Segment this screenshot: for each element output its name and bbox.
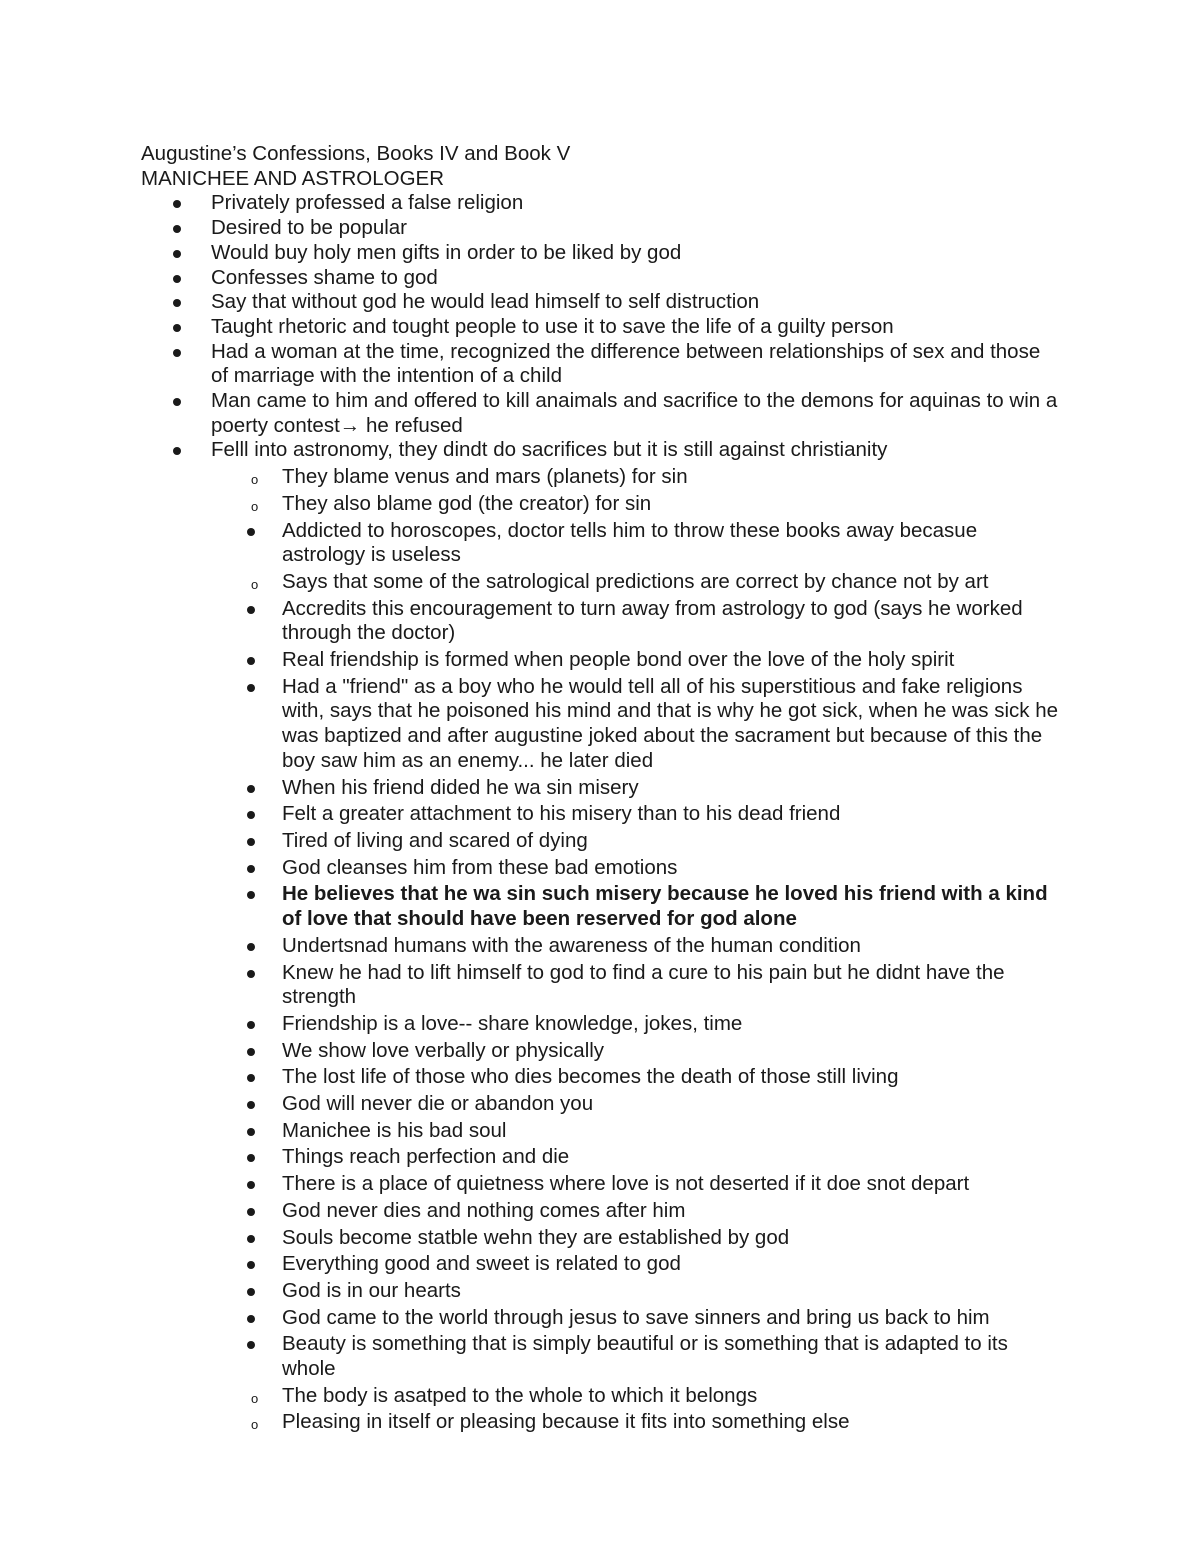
list-item	[141, 1145, 1061, 1170]
list-item	[141, 961, 1061, 1010]
list-item	[141, 1119, 1061, 1144]
list-item-text: Accredits this encouragement to turn away from astrology to god (says he worked through the doctor)	[282, 596, 1023, 645]
list-item	[141, 648, 1061, 673]
list-item-text: Says that some of the satrological predictions are correct by chance not by art	[282, 569, 989, 593]
list-item-text: Knew he had to lift himself to god to find a cure to his pain but he didnt have the strength	[282, 960, 1005, 1009]
list-item	[141, 1012, 1061, 1037]
list-item	[141, 465, 1061, 490]
list-item-text: Real friendship is formed when people bond over the love of the holy spirit	[282, 648, 955, 672]
list-item	[141, 1410, 1061, 1435]
document-title: Augustine’s Confessions, Books IV and Book V	[141, 142, 571, 165]
section-heading: MANICHEE AND ASTROLOGER	[141, 166, 445, 190]
list-item	[141, 315, 1061, 340]
list-item	[141, 802, 1061, 827]
list-item-text: God is in our hearts	[282, 1278, 461, 1302]
circle-bullet-icon: o	[251, 472, 259, 488]
list-item-text: Souls become statble wehn they are established by god	[282, 1225, 790, 1249]
list-item-text: Felll into astronomy, they dindt do sacrifices but it is still against christianity	[211, 438, 888, 462]
circle-bullet-icon: o	[251, 498, 259, 514]
list-item-text: Tired of living and scared of dying	[282, 828, 588, 852]
list-item-text: The lost life of those who dies becomes the death of those still living	[282, 1065, 899, 1089]
list-item-text: God will never die or abandon you	[282, 1092, 594, 1116]
list-item	[141, 1252, 1061, 1277]
list-item	[141, 438, 1061, 463]
circle-bullet-icon: o	[251, 1390, 259, 1406]
list-item-text: God never dies and nothing comes after him	[282, 1198, 686, 1222]
list-item	[141, 1039, 1061, 1064]
list-item	[141, 1279, 1061, 1304]
list-item	[141, 519, 1061, 568]
circle-bullet-icon: o	[251, 576, 259, 592]
list-item-text: Undertsnad humans with the awareness of the human condition	[282, 933, 861, 957]
list-item-text: Desired to be popular	[211, 216, 408, 240]
list-item-text: Would buy holy men gifts in order to be liked by god	[211, 240, 682, 264]
list-item-text: Say that without god he would lead himself to self distruction	[211, 290, 760, 314]
list-item	[141, 675, 1061, 774]
notes-list	[141, 191, 1061, 1435]
list-item-text: Beauty is something that is simply beautiful or is something that is adapted to its whole	[282, 1332, 1008, 1381]
list-item	[141, 1065, 1061, 1090]
list-item-text: They blame venus and mars (planets) for sin	[282, 465, 688, 489]
list-item	[141, 934, 1061, 959]
list-item-text: He believes that he wa sin such misery because he loved his friend with a kind of love that should have been reserved for god alone	[282, 882, 1048, 931]
list-item	[141, 1332, 1061, 1381]
list-item	[141, 492, 1061, 517]
circle-bullet-icon: o	[251, 1417, 259, 1433]
list-item	[141, 1092, 1061, 1117]
list-item-text: Man came to him and offered to kill anaimals and sacrifice to the demons for aquinas to win a poerty contest→ he refused	[211, 389, 1058, 437]
list-item	[141, 597, 1061, 646]
list-item-text: Privately professed a false religion	[211, 191, 524, 215]
list-item	[141, 1384, 1061, 1409]
list-item	[141, 389, 1061, 438]
list-item-text: We show love verbally or physically	[282, 1038, 605, 1062]
list-item-text: God cleanses him from these bad emotions	[282, 855, 678, 879]
list-item	[141, 241, 1061, 266]
list-item-text: God came to the world through jesus to save sinners and bring us back to him	[282, 1305, 990, 1329]
list-item	[141, 266, 1061, 291]
list-item-text: Taught rhetoric and tought people to use it to save the life of a guilty person	[211, 314, 894, 338]
list-item-text: Things reach perfection and die	[282, 1145, 570, 1169]
list-item	[141, 829, 1061, 854]
list-item	[141, 856, 1061, 881]
list-item	[141, 882, 1061, 931]
list-item-text: Friendship is a love-- share knowledge, jokes, time	[282, 1011, 743, 1035]
document-page	[141, 142, 1061, 1435]
list-item	[141, 1199, 1061, 1224]
list-item-text: Confesses shame to god	[211, 265, 438, 289]
list-item-text: Felt a greater attachment to his misery than to his dead friend	[282, 802, 841, 826]
list-item-text: When his friend dided he wa sin misery	[282, 775, 639, 799]
list-item-text: They also blame god (the creator) for sin	[282, 491, 652, 515]
list-item	[141, 290, 1061, 315]
list-item	[141, 340, 1061, 389]
list-item-text: Manichee is his bad soul	[282, 1118, 507, 1142]
list-item-text: Pleasing in itself or pleasing because it fits into something else	[282, 1410, 850, 1434]
list-item	[141, 1306, 1061, 1331]
list-item	[141, 191, 1061, 216]
list-item	[141, 570, 1061, 595]
list-item-text: There is a place of quietness where love is not deserted if it doe snot depart	[282, 1172, 970, 1196]
list-item-text: Addicted to horoscopes, doctor tells him to throw these books away becasue astrology is useless	[282, 518, 978, 567]
list-item-text: Had a woman at the time, recognized the difference between relationships of sex and those of marriage with the intention of a child	[211, 339, 1041, 388]
list-item-text: Had a "friend" as a boy who he would tell all of his superstitious and fake religions with, says that he poisoned his mind and that is why he got sick, when he was sick he was baptized and after augustine joked about the sacrament but because of this the boy saw him as an enemy... he later died	[282, 674, 1058, 772]
list-item	[141, 1172, 1061, 1197]
list-item	[141, 216, 1061, 241]
list-item	[141, 776, 1061, 801]
list-item-text: Everything good and sweet is related to god	[282, 1252, 681, 1276]
list-item-text: The body is asatped to the whole to which it belongs	[282, 1383, 758, 1407]
list-item	[141, 1226, 1061, 1251]
